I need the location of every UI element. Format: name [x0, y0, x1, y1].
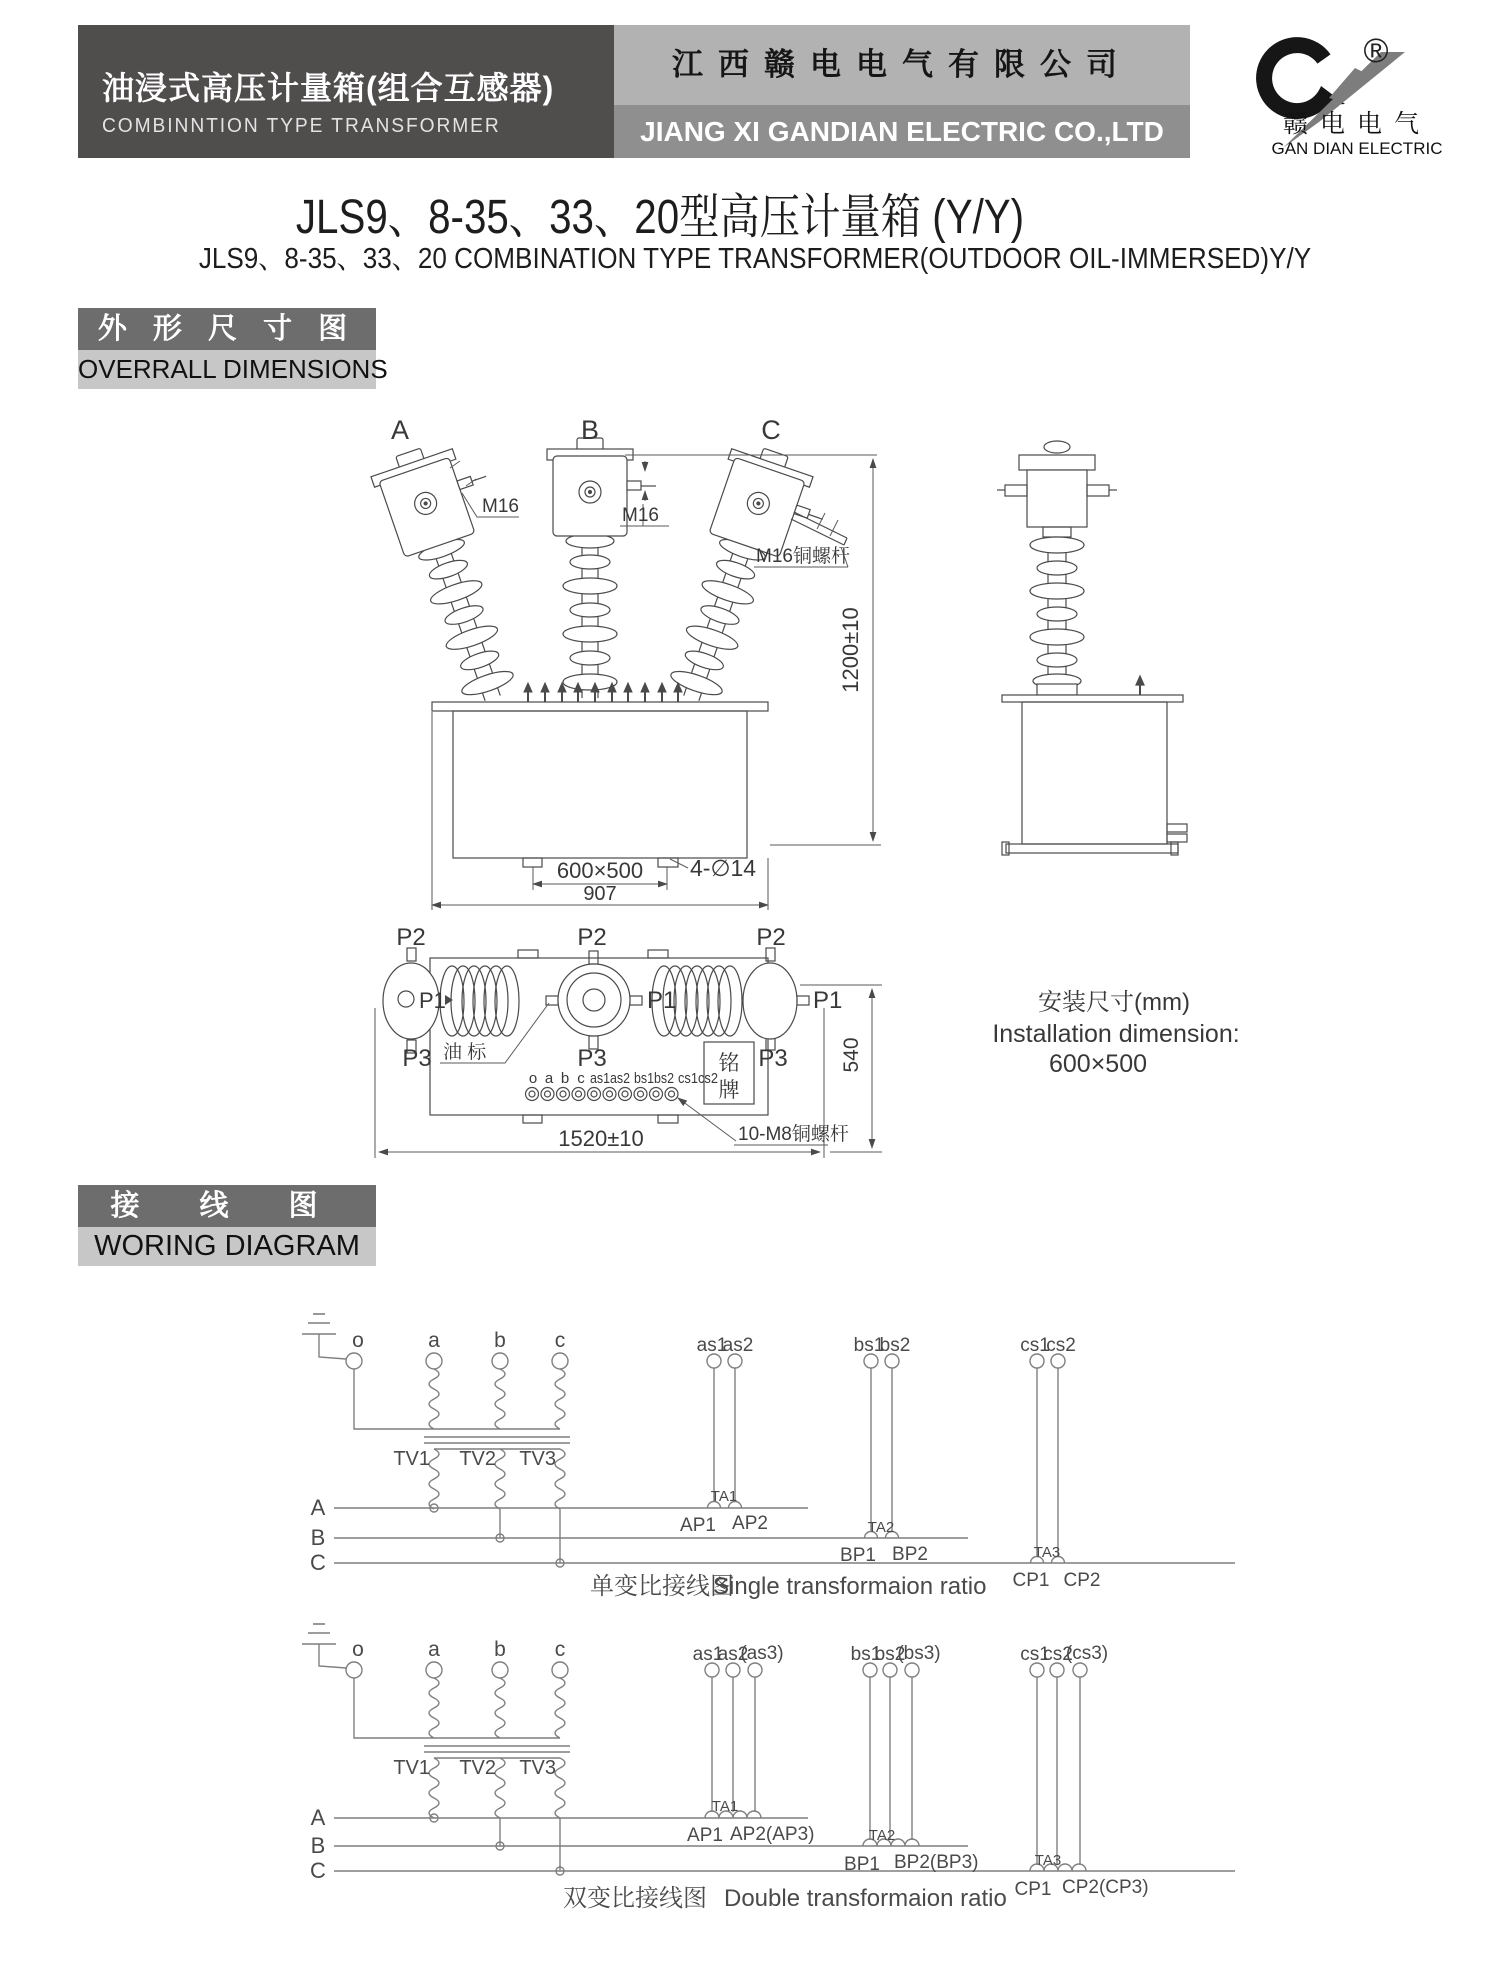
- wiring-diagram-single: [302, 1314, 1235, 1600]
- phase-a-label: A: [390, 415, 410, 445]
- tank-front: [432, 702, 768, 867]
- ct-bs1: bs1: [853, 1335, 885, 1356]
- holes-callout: [670, 855, 756, 881]
- bp2-label: BP2: [892, 1544, 928, 1565]
- terminal-label-cs: cs1cs2: [678, 1070, 718, 1087]
- front-view-drawing: [367, 415, 881, 910]
- p1-label-left: P1: [419, 988, 446, 1013]
- bushing-c: [651, 438, 839, 719]
- ap1-label: AP1: [680, 1515, 716, 1536]
- ct-group-b: [840, 1335, 928, 1566]
- ground-icon: [302, 1314, 336, 1334]
- p2-label-right: P2: [756, 924, 786, 951]
- side-view-drawing: [997, 441, 1187, 855]
- hv-terminal-b: b: [494, 1329, 506, 1352]
- cp2-label-2: CP2(CP3): [1062, 1877, 1149, 1898]
- line-b-label: B: [310, 1525, 326, 1550]
- terminal-circles: [526, 1088, 679, 1101]
- ct2-as2: as2: [717, 1644, 749, 1665]
- ta1-label-2: TA1: [711, 1798, 739, 1815]
- terminal-label-a: a: [544, 1070, 554, 1087]
- caption-single-en: Single transformaion ratio: [713, 1573, 987, 1600]
- bushing-b: [547, 438, 656, 698]
- dim-mount-text: 600×500: [556, 858, 644, 883]
- nameplate-char-1: 铭: [718, 1052, 740, 1075]
- top-view-drawing: [375, 924, 882, 1158]
- ap2-label-2: AP2(AP3): [730, 1824, 815, 1845]
- installation-note: [992, 989, 1239, 1078]
- oil-gauge-text: 油 标: [443, 1042, 487, 1063]
- logo-name-en: GAN DIAN ELECTRIC: [1271, 139, 1443, 158]
- phase-c-label: C: [761, 415, 781, 445]
- p2-label-center: P2: [577, 924, 607, 951]
- line-a-label: A: [310, 1495, 326, 1520]
- cp1-label-2: CP1: [1014, 1879, 1052, 1900]
- top-bushing-left: [383, 948, 519, 1053]
- ta1-label: TA1: [710, 1488, 738, 1505]
- terminal-label-c: c: [577, 1070, 585, 1087]
- ct2-cs3: (cs3): [1065, 1643, 1109, 1664]
- bushing-a: [367, 431, 555, 712]
- ct2-bs1: bs1: [850, 1644, 882, 1665]
- dim-length-text: 1520±10: [558, 1126, 644, 1151]
- ta2-label: TA2: [867, 1519, 895, 1536]
- dim-height-text: 1200±10: [838, 607, 863, 693]
- dim-width-text: 907: [583, 883, 617, 905]
- ct2-group-a: [687, 1643, 814, 1846]
- ct-bs2: bs2: [879, 1335, 911, 1356]
- logo-name-zh: 赣电电气: [1282, 110, 1432, 138]
- terminal-label-o: o: [528, 1070, 538, 1087]
- tv2-label-2: TV2: [459, 1757, 496, 1779]
- holes-text: 4-∅14: [690, 855, 757, 881]
- ct2-cs2: cs2: [1043, 1644, 1073, 1665]
- cp2-label: CP2: [1063, 1570, 1101, 1591]
- p1-label-right: P1: [813, 987, 843, 1014]
- terminal-label-b: b: [560, 1070, 570, 1087]
- ct-group-a: [680, 1335, 768, 1536]
- hv-terminal-a: a: [428, 1329, 440, 1352]
- caption-double-en: Double transformaion ratio: [724, 1885, 1007, 1912]
- hv-terminal-o: o: [352, 1329, 364, 1352]
- dim-depth-text: 540: [840, 1037, 863, 1073]
- ct2-group-b: [844, 1643, 978, 1875]
- studs-text: 10-M8铜螺杆: [738, 1124, 849, 1145]
- ct-cs1: cs1: [1020, 1335, 1050, 1356]
- ap1-label-2: AP1: [687, 1825, 723, 1846]
- section-dimensions-zh: 外 形 尺 寸 图: [78, 308, 376, 350]
- p3-label-center: P3: [577, 1045, 607, 1072]
- terminal-label-bs: bs1bs2: [634, 1070, 674, 1087]
- terminal-label-as: as1as2: [590, 1070, 630, 1087]
- bp2-label-2: BP2(BP3): [894, 1852, 979, 1873]
- caption-single-zh: 单变比接线图: [590, 1573, 734, 1600]
- ap2-label: AP2: [732, 1513, 768, 1534]
- hv-terminal-c: c: [554, 1329, 566, 1352]
- ct2-bs3: (bs3): [897, 1643, 941, 1664]
- p1-label-center: P1: [647, 987, 677, 1014]
- installation-value: 600×500: [1048, 1050, 1148, 1078]
- p3-label-left: P3: [402, 1045, 432, 1072]
- line-c-label: C: [310, 1550, 326, 1575]
- caption-double-zh: 双变比接线图: [563, 1885, 707, 1912]
- section-wiring-zh: 接 线 图: [78, 1185, 376, 1227]
- ct-as1: as1: [696, 1335, 728, 1356]
- tv1-label-2: TV1: [393, 1757, 430, 1779]
- tv2-label: TV2: [459, 1448, 496, 1470]
- hv2-terminal-a: a: [428, 1638, 440, 1661]
- installation-en: Installation dimension:: [992, 1020, 1240, 1048]
- m16-b-text: M16: [622, 505, 659, 526]
- m16-a-text: M16: [482, 496, 519, 517]
- ct-group-c: [1013, 1335, 1101, 1591]
- ct2-cs1: cs1: [1020, 1644, 1050, 1665]
- ta3-label-2: TA3: [1034, 1852, 1062, 1869]
- top-bushing-center: [546, 951, 642, 1049]
- line2-c-label: C: [310, 1858, 326, 1883]
- tv3-label: TV3: [519, 1448, 556, 1470]
- page-title: JLS9、8-35、33、20型高压计量箱 (Y/Y): [295, 191, 1025, 244]
- page-subtitle: JLS9、8-35、33、20 COMBINATION TYPE TRANSFORMER(OUTDOOR OIL-IMMERSED)Y/Y: [198, 243, 1312, 275]
- company-name-en: JIANG XI GANDIAN ELECTRIC CO.,LTD: [614, 105, 1190, 158]
- ct-as2: as2: [722, 1335, 754, 1356]
- ct2-as1: as1: [692, 1644, 724, 1665]
- p3-label-right: P3: [758, 1045, 788, 1072]
- bp1-label-2: BP1: [844, 1854, 880, 1875]
- line2-a-label: A: [310, 1805, 326, 1830]
- bp1-label: BP1: [840, 1545, 876, 1566]
- wiring-diagram-double: [302, 1624, 1235, 1912]
- hv2-terminal-c: c: [554, 1638, 566, 1661]
- section-dimensions-en: OVERRALL DIMENSIONS: [78, 350, 376, 389]
- installation-zh: 安装尺寸(mm): [1038, 989, 1190, 1016]
- registered-mark: ®: [1363, 32, 1389, 70]
- tv1-label: TV1: [393, 1448, 430, 1470]
- m16-rod-text: M16铜螺杆: [756, 546, 850, 567]
- p2-label-left: P2: [396, 924, 426, 951]
- line2-b-label: B: [310, 1833, 326, 1858]
- nameplate-char-2: 牌: [718, 1079, 740, 1102]
- hv2-terminal-b: b: [494, 1638, 506, 1661]
- hv2-terminal-o: o: [352, 1638, 364, 1661]
- ct2-as3: (as3): [740, 1643, 784, 1664]
- ta3-label: TA3: [1033, 1544, 1061, 1561]
- ground-icon-2: [302, 1624, 336, 1644]
- ct2-bs2: bs2: [874, 1644, 906, 1665]
- section-wiring-en: WORING DIAGRAM: [78, 1227, 376, 1266]
- cp1-label: CP1: [1012, 1570, 1050, 1591]
- product-title-zh: 油浸式高压计量箱(组合互感器): [102, 70, 555, 106]
- tv3-label-2: TV3: [519, 1757, 556, 1779]
- ta2-label-2: TA2: [868, 1827, 896, 1844]
- phase-b-label: B: [580, 415, 600, 445]
- studs-callout: [678, 1098, 849, 1145]
- terminal-row: [526, 1070, 719, 1101]
- ct2-group-c: [1015, 1643, 1149, 1900]
- ct-cs2: cs2: [1046, 1335, 1076, 1356]
- company-name-zh: 江西赣电电气有限公司: [614, 25, 1190, 105]
- product-title-en: COMBINNTION TYPE TRANSFORMER: [102, 115, 501, 137]
